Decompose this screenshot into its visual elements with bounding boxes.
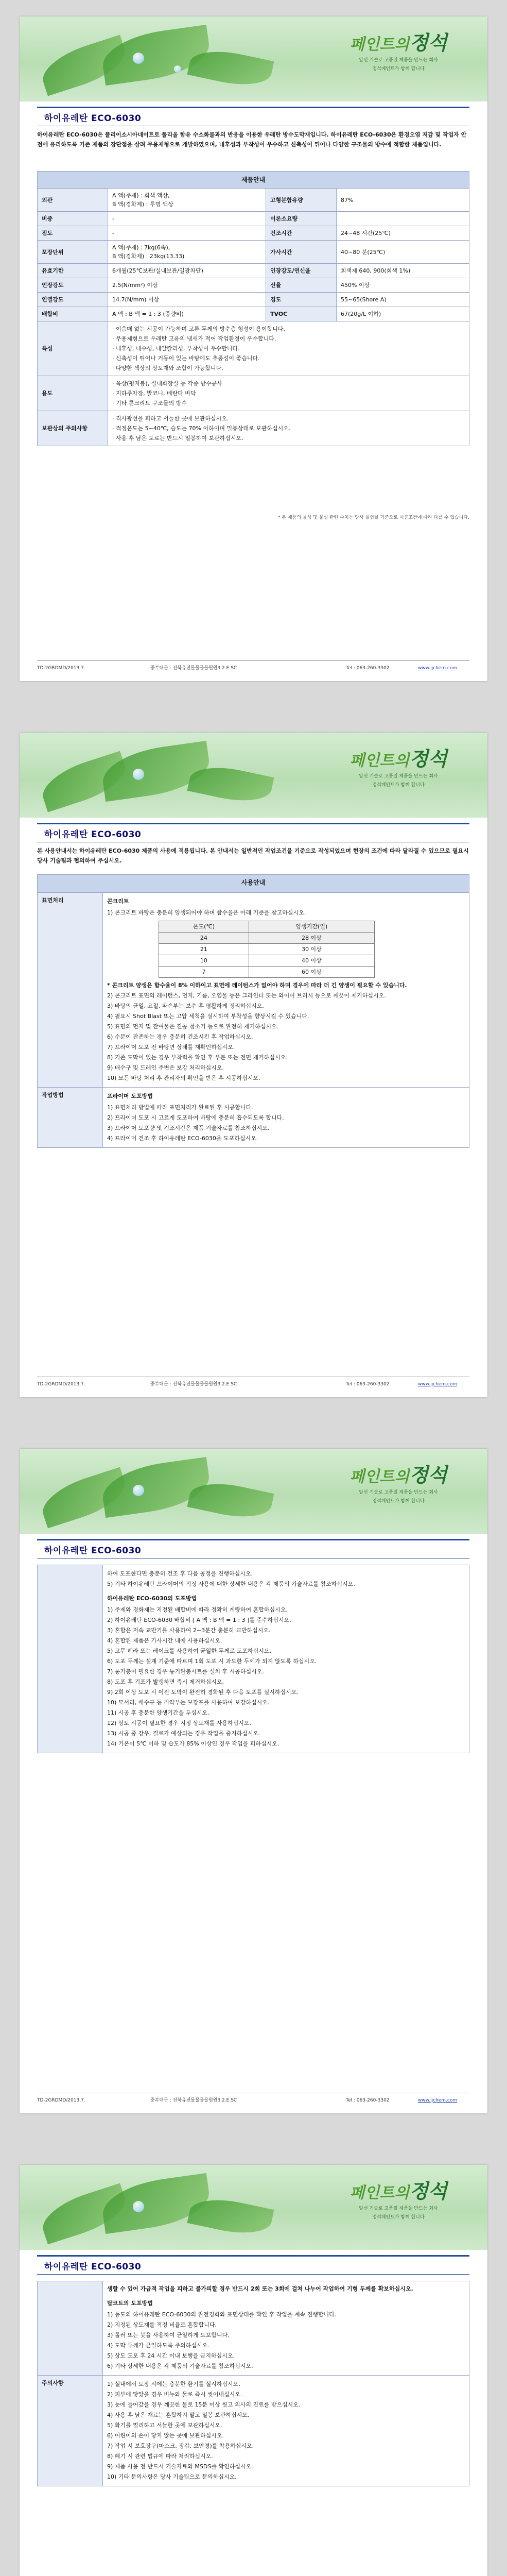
spec-value: A 액(주제) : 7kg(6속), B 액(경화제) : 23kg(13.33) [108,241,266,264]
document-title: 하이유레탄 ECO-6030 [44,113,142,124]
header-banner [20,16,487,101]
website-link[interactable]: www.jjchem.com [418,666,458,671]
brand-logo: 페인트의정석 앞선 기술로 고품질 제품을 만드는 회사 정석페인트가 함께 합니다 [349,747,447,788]
list-item: 4) 혼합된 제품은 가사시간 내에 사용하십시오. [107,1637,222,1644]
list-item: 8) 폐기 시 관련 법규에 따라 처리하십시오. [107,2453,213,2460]
list-item: 1) 표면처리 방법에 따라 표면처리가 완료된 후 시공합니다. [107,1104,253,1111]
product-intro: 하이유레탄 ECO-6030은 폴리이소시아네이트로 폴리올 함유 수소화물과의 반응을 이용한 우레탄 방수도막재입니다. 하이유레탄 ECO-6030은 환경오염 저감 및 작업자 안전에 유리하도록 기존 제품의 장단점을 살려 무용제형으로 개발하였으며, 내후성과 부착성이 우수하고 신축성이 뛰어나 다양한 구조물의 방수에 적합한 제품입니다. [37,131,467,148]
list-item: 2) 프라이머 도포 시 고르게 도포하여 바탕에 충분히 흡수되도록 합니다. [107,1114,284,1121]
list-item: · 이음매 없는 시공이 가능하며 고른 두께의 방수층 형성이 용이합니다. [112,326,285,332]
caution-list [107,2380,465,2482]
list-item: 2) 피부에 닿았을 경우 비누와 물로 즉시 씻어내십시오. [107,2391,242,2398]
list-item: 7) 작업 시 보호장구(마스크, 장갑, 보안경)를 착용하십시오. [107,2443,254,2449]
list-item: · 무용제형으로 우레탄 고유의 냄새가 적어 작업환경이 우수합니다. [112,335,276,342]
list-item: 12) 상도 시공이 필요한 경우 지정 상도재를 사용하십시오. [107,1720,252,1726]
list-item: · 내후성, 내수성, 내알칼리성, 부착성이 우수합니다. [112,345,240,352]
list-item: 5) 기타 하이유레탄 프라이머의 적정 사용에 대한 상세한 내용은 각 제품의 기술자료를 참조하십시오. [107,1581,355,1587]
list-item: 1) 동도의 하이유레탄 ECO-6030의 완전경화와 표면상태를 확인 후 작업을 계속 진행합니다. [107,2311,337,2318]
spec-value: 67(20g/L 이하) [337,307,469,321]
page-footer: TD-2GRDMD/2013.7. 중부대문 : 전북유전물물물물원원3.2.E.SC Tel : 063-260-3302 www.jjchem.com [37,2093,469,2103]
header-banner [20,733,487,818]
list-item: 4) 사용 후 남은 재료는 혼합하지 말고 밀봉 보관하십시오. [107,2412,250,2418]
table-row: 10 40 이상 [159,955,375,967]
spec-row [38,212,469,226]
topcoat-list [107,2310,465,2371]
document-title-bar [37,823,469,842]
spec-row [38,264,469,278]
spec-label: 비중 [38,212,108,226]
list-item: 9) 2회 이상 도포 시 이전 도막이 완전히 경화된 후 다음 도포를 실시하십시오. [107,1689,299,1696]
document-title: 하이유레탄 ECO-6030 [44,1546,142,1556]
list-item: 3) 바탕의 균열, 요철, 파손부는 보수 후 평활하게 정리하십시오. [107,1003,264,1009]
list-item: 9) 배수구 및 드레인 주변은 보강 처리하십시오. [107,1064,224,1071]
work-method-list [107,1103,465,1143]
storage-list [108,411,469,446]
list-item: 7) 통기층이 필요한 경우 통기완충시트를 설치 후 시공하십시오. [107,1668,264,1675]
spec-value: 2.5(N/mm²) 이상 [108,278,266,293]
list-item: 10) 기타 문의사항은 당사 기술팀으로 문의하십시오. [107,2473,237,2480]
usage-intro: 본 사용안내서는 하이유레탄 ECO-6030 제품의 사용에 적용됩니다. 본 안내서는 일반적인 작업조건을 기준으로 작성되었으며 현장의 조건에 따라 달라질 수 있으므로 필요시 당사 기술팀과 협의하여 주십시오. [37,848,469,864]
spec-value: 55~65(Shore A) [337,293,469,307]
list-item: 6) 어린이의 손이 닿지 않는 곳에 보관하십시오. [107,2432,224,2439]
header-banner [20,2165,487,2250]
list-item: · 적정온도는 5~40℃, 습도는 70% 이하이며 밀봉상태로 보관하십시오. [112,425,291,432]
spec-label: 포장단위 [38,241,108,264]
spec-label: 가사시간 [266,241,337,264]
spec-label: 배합비 [38,307,108,321]
list-item: 11) 시공 후 충분한 양생기간을 두십시오. [107,1709,209,1716]
list-item: 2) 하이유레탄 ECO-6030 배합비 [ A 액 : B 액 = 1 : 3 ]를 준수하십시오. [107,1617,291,1623]
document-title-bar [37,2255,469,2275]
list-item: 4) 필요시 Shot Blast 또는 고압 세척을 실시하여 부착성을 향상시킬 수 있습니다. [107,1013,309,1020]
spec-label: 신율 [266,278,337,293]
document-title-bar [37,107,469,126]
spec-value: A 액(주제) : 회색 액상, B 액(경화제) : 투명 액상 [108,189,266,212]
brand-logo: 페인트의정석 앞선 기술로 고품질 제품을 만드는 회사 정석페인트가 함께 합니다 [349,1463,447,1504]
table-row: 21 30 이상 [159,944,375,955]
spec-label: 이론소요량 [266,212,337,226]
list-item: 9) 제품 사용 전 반드시 기술자료와 MSDS를 확인하십시오. [107,2463,253,2470]
list-item: 5) 표면의 먼지 및 잔여물은 진공 청소기 등으로 완전히 제거하십시오. [107,1023,279,1030]
list-item: 10) 모서리, 배수구 등 취약부는 보강포를 사용하여 보강하십시오. [107,1699,270,1706]
spec-label: 인장강도 [38,278,108,293]
list-item: 6) 도포 두께는 설계 기준에 따르며 1회 도포 시 과도한 두께가 되지 않도록 하십시오. [107,1658,317,1665]
spec-value: 24~48 시간(25℃) [337,226,469,241]
spec-row [38,226,469,241]
page-footer: TD-2GRDMD/2013.7. 중부대문 : 전북유전물물물물원원3.2.E.SC Tel : 063-260-3302 www.jjchem.com [37,1377,469,1387]
list-item: · 지하주차장, 발코니, 베란다 바닥 [112,390,196,397]
list-item: 3) 롤러 또는 붓을 사용하여 균일하게 도포합니다. [107,2332,230,2338]
document-page-1 [20,16,487,681]
spec-label: 유효기한 [38,264,108,278]
list-item: 하여 도포한다면 충분히 건조 후 다음 공정을 진행하십시오. [107,1570,253,1577]
document-title-bar [37,1539,469,1558]
usage-table-final: 생할 수 있어 가급적 작업을 피하고 불가피할 경우 반드시 2회 또는 3회에 걸쳐 나누어 작업하여 기형 두께를 확보하십시오. 탑코트의 도포방법 1) 동도의 하이유레탄 ECO-6030의 완전경화와 표면상태를 확인 후 작업을 계속 진행합니다. 2) 지정된 상도재를 적정 비율로 혼합합니다. 3) 롤러 또는 붓을 사용하여 균일하게 도포합니다. 4) 도막 두께가 균일하도록 주의하십시오. 5) 상도 도포 후 24 시간 이내 보행을 금지하십시오. 6) 기타 상세한 내용은 각 제품의 기술자료를 참조하십시오. 주의사항 1) 실내에서 도장 시에는 충분한 환기를 실시하십시오. 2) 피부에 닿았을 경우 비누와 물로 즉시 씻어내십시오. 3) 눈에 들어갔을 경우 깨끗한 물로 15분 이상 씻고 의사의 진료를 받으십시오. 4) 사용 후 남은 재료는 혼합하지 말고 밀봉 보관하십시오. 5) 화기를 멀리하고 서늘한 곳에 보관하십시오. 6) 어린이의 손이 닿지 않는 곳에 보관하십시오. 7) 작업 시 보호장구(마스크, 장갑, 보안경)를 착용하십시오. 8) 폐기 시 관련 법규에 따라 처리하십시오. 9) 제품 사용 전 반드시 기술자료와 MSDS를 확인하십시오. 10) 기타 문의사항은 당사 기술팀으로 문의하십시오. [37,2281,469,2486]
list-item: 4) 프라이머 건조 후 하이유레탄 ECO-6030을 도포하십시오. [107,1135,258,1142]
header-banner [20,1449,487,1534]
surface-prep-list [107,991,465,1083]
spec-row [38,278,469,293]
work-method-section: 프라이머 도포방법 1) 표면처리 방법에 따라 표면처리가 완료된 후 시공합니다. 2) 프라이머 도포 시 고르게 도포하여 바탕에 충분히 흡수되도록 합니다. 3) 프라이머 도포량 및 건조시간은 제품 기술자료를 참조하십시오. 4) 프라이머 건조 후 하이유레탄 ECO-6030을 도포하십시오. [103,1088,469,1148]
list-item: 7) 프라이머 도포 전 바탕면 상태를 재확인하십시오. [107,1044,235,1050]
features-list [108,321,469,376]
spec-label: 건조시간 [266,226,337,241]
uses-list [108,376,469,411]
spec-row [38,293,469,307]
list-item: 2) 콘크리트 표면의 레이턴스, 먼지, 기름, 오염물 등은 그라인더 또는 와이어 브러시 등으로 깨끗이 제거하십시오. [107,992,386,999]
document-page-2 [20,733,487,1397]
list-item: · 직사광선을 피하고 서늘한 곳에 보관하십시오. [112,415,229,422]
list-item: · 신축성이 뛰어나 거동이 있는 바탕에도 추종성이 좋습니다. [112,355,260,362]
spec-value: 450% 이상 [337,278,469,293]
list-item: 5) 화기를 멀리하고 서늘한 곳에 보관하십시오. [107,2422,222,2429]
document-page-3 [20,1449,487,2113]
usage-table-continued: 하여 도포한다면 충분히 건조 후 다음 공정을 진행하십시오. 5) 기타 하이유레탄 프라이머의 적정 사용에 대한 상세한 내용은 각 제품의 기술자료를 참조하십시오. 하이유레탄 ECO-6030의 도포방법 1) 주제와 경화제는 지정된 배합비에 따라 정확히 계량하여 혼합하십시오. 2) 하이유레탄 ECO-6030 배합비 [ A 액 : B 액 = 1 : 3 ]를 준수하십시오. 3) 혼합은 저속 교반기를 사용하여 2~3분간 충분히 교반하십시오. 4) 혼합된 제품은 가사시간 내에 사용하십시오. 5) 고무 헤라 또는 레이크를 사용하여 균일한 두께로 도포하십시오. 6) 도포 두께는 설계 기준에 따르며 1회 도포 시 과도한 두께가 되지 않도록 하십시오. 7) 통기층이 필요한 경우 통기완충시트를 설치 후 시공하십시오. 8) 도포 후 기포가 발생하면 즉시 제거하십시오. 9) 2회 이상 도포 시 이전 도막이 완전히 경화된 후 다음 도포를 실시하십시오. 10) 모서리, 배수구 등 취약부는 보강포를 사용하여 보강하십시오. 11) 시공 후 충분한 양생기간을 두십시오. 12) 상도 시공이 필요한 경우 지정 상도재를 사용하십시오. 13) 시공 중 강우, 결로가 예상되는 경우 작업을 중지하십시오. 14) 기온이 5℃ 이하 및 습도가 85% 이상인 경우 작업을 피하십시오. [37,1565,469,1753]
surface-prep-section: 콘크리트 1) 콘크리트 바탕은 충분히 양생되어야 하며 함수율은 아래 기준을 참고하십시오. 온도(℃) 양생기간(일) 24 28 이상 21 30 이상 10 40 이상 7 60 이상 * 콘크리트 양생은 함수율이 8% 이하이고 표면에 레이턴스가 없어야 하며 경우에 따라 더 긴 양생이 필요할 수 있습니다. 2) 콘크리트 표면의 레이턴스, 먼지, 기름, 오염물 등은 그라인더 또는 와이어 브러시 등으로 깨끗이 제거하십시오. 3) 바탕의 균열, 요철, 파손부는 보수 후 평활하게 정리하십시오. 4) 필요시 Shot Blast 또는 고압 세척을 실시하여 부착성을 향상시킬 수 있습니다. 5) 표면의 먼지 및 잔여물은 진공 청소기 등으로 완전히 제거하십시오. 6) 수분이 잔존하는 경우 충분히 건조시킨 후 작업하십시오. 7) 프라이머 도포 전 바탕면 상태를 재확인하십시오. 8) 기존 도막이 있는 경우 부착력을 확인 후 부분 또는 전면 제거하십시오. 9) 배수구 및 드레인 주변은 보강 처리하십시오. 10) 모든 바탕 처리 후 관리자의 확인을 받은 후 시공하십시오. [103,893,469,1088]
list-item: 8) 도포 후 기포가 발생하면 즉시 제거하십시오. [107,1679,224,1685]
table-row: 7 60 이상 [159,967,375,978]
list-item: · 옥상(평지붕), 실내화장실 등 각종 방수공사 [112,380,222,387]
spec-row [38,241,469,264]
brand-logo: 페인트의정석 앞선 기술로 고품질 제품을 만드는 회사 정석페인트가 함께 합니다 [349,2179,447,2220]
spec-row [38,307,469,321]
list-item: · 사용 후 남은 도료는 반드시 밀봉하여 보관하십시오. [112,435,243,442]
brand-logo: 페인트의정석 앞선 기술로 고품질 제품을 만드는 회사 정석페인트가 함께 합니다 [349,31,447,72]
spec-label: TVOC [266,307,337,321]
usage-table: 사용안내 표면처리 콘크리트 1) 콘크리트 바탕은 충분히 양생되어야 하며 함수율은 아래 기준을 참고하십시오. 온도(℃) 양생기간(일) 24 28 이상 21 30 이상 10 40 이상 7 60 이상 * 콘크리트 양생은 함수율이 8% 이하이고 표면에 레이턴스가 없어야 하며 경우에 따라 더 긴 양생이 필요할 수 있습니다. 2) 콘크리트 표면의 레이턴스, 먼지, 기름, 오염물 등은 그라인더 또는 와이어 브러시 등으로 깨끗이 제거하십시오. 3) 바탕의 균열, 요철, 파손부는 보수 후 평활하게 정리하십시오. 4) 필요시 Shot Blast 또는 고압 세척을 실시하여 부착성을 향상시킬 수 있습니다. 5) 표면의 먼지 및 잔여물은 진공 청소기 등으로 완전히 제거하십시오. 6) 수분이 잔존하는 경우 충분히 건조시킨 후 작업하십시오. 7) 프라이머 도포 전 바탕면 상태를 재확인하십시오. 8) 기존 도막이 있는 경우 부착력을 확인 후 부분 또는 전면 제거하십시오. 9) 배수구 및 드레인 주변은 보강 처리하십시오. 10) 모든 바탕 처리 후 관리자의 확인을 받은 후 시공하십시오. 작업방법 프라이머 도포방법 1) 표면처리 방법에 따라 표면처리가 완료된 후 시공합니다. 2) 프라이머 도포 시 고르게 도포하여 바탕에 충분히 흡수되도록 합니다. 3) 프라이머 도포량 및 건조시간은 제품 기술자료를 참조하십시오. 4) 프라이머 건조 후 하이유레탄 ECO-6030을 도포하십시오. [37,874,469,1148]
list-item: 5) 상도 도포 후 24 시간 이내 보행을 금지하십시오. [107,2352,235,2359]
spec-value: - [108,226,266,241]
list-item: 10) 모든 바탕 처리 후 관리자의 확인을 받은 후 시공하십시오. [107,1075,260,1081]
list-item: 1) 실내에서 도장 시에는 충분한 환기를 실시하십시오. [107,2381,240,2387]
spec-row [38,189,469,212]
spec-value: 40~80 분(25℃) [337,241,469,264]
spec-label: 인장강도/연신율 [266,264,337,278]
list-item: 14) 기온이 5℃ 이하 및 습도가 85% 이상인 경우 작업을 피하십시오. [107,1740,279,1747]
list-item: 6) 수분이 잔존하는 경우 충분히 건조시킨 후 작업하십시오. [107,1033,253,1040]
product-info-table: 제품안내 외관 A 액(주제) : 회색 액상, B 액(경화제) : 투명 액상 고형분함유량 87% 비중 - 이론소요량 점도 - 건조시간 24~48 시간(25℃) 포장단위 A 액(주제) : 7kg(6속), B 액(경화제) : 23kg(13.33) 가사시간 40~80 분(25℃) 유효기한 6개월(25℃보관/실내보관/일광차단) 인장강도/연신율 회색제 640, 900(회색 1%) 인장강도 2.5(N/mm²) 이상 신율 450% 이상 인열강도 14.7(N/mm) 이상 경도 55~65(Shore A) 배합비 A 액 : B 액 = 1 : 3 (중량비) TVOC 67(20g/L 이하) 특성 · 이음매 없는 시공이 가능하며 고른 두께의 방수층 형성이 용이합니다. · 무용제형으로 우레탄 고유의 냄새가 적어 작업환경이 우수합니다. · 내후성, 내수성, 내알칼리성, 부착성이 우수합니다. · 신축성이 뛰어나 거동이 있는 바탕에도 추종성이 좋습니다. · 다양한 색상의 상도재와 조합이 가능합니다. 용도 · 옥상(평지붕), 실내화장실 등 각종 방수공사 · 지하주차장, 발코니, 베란다 바닥 · 기타 콘크리트 구조물의 방수 보관상의 주의사항 · 직사광선을 피하고 서늘한 곳에 보관하십시오. · 적정온도는 5~40℃, 습도는 70% 이하이며 밀봉상태로 보관하십시오. · 사용 후 남은 도료는 반드시 밀봉하여 보관하십시오. [37,171,469,446]
document-title: 하이유레탄 ECO-6030 [44,2262,142,2272]
list-item: 4) 도막 두께가 균일하도록 주의하십시오. [107,2342,209,2349]
page-footer: TD-2GRDMD/2013.7. 중부대문 : 전북유전물물물물원원3.2.E.SC Tel : 063-260-3302 www.jjchem.com [37,660,469,671]
list-item: 3) 프라이머 도포량 및 건조시간은 제품 기술자료를 참조하십시오. [107,1125,270,1131]
list-item: 5) 고무 헤라 또는 레이크를 사용하여 균일한 두께로 도포하십시오. [107,1648,272,1654]
document-title: 하이유레탄 ECO-6030 [44,829,142,840]
spec-label: 인열강도 [38,293,108,307]
table-row: 24 28 이상 [159,933,375,944]
list-item: · 기타 콘크리트 구조물의 방수 [112,400,187,406]
table-note: * 본 제품의 물성 및 물성 관련 수치는 당사 실험실 기준으로 시공조건에 따라 다를 수 있습니다. [278,515,469,520]
spec-label: 고형분함유량 [266,189,337,212]
list-item: · 다양한 색상의 상도재와 조합이 가능합니다. [112,365,223,371]
list-item: 3) 눈에 들어갔을 경우 깨끗한 물로 15분 이상 씻고 의사의 진료를 받으십시오. [107,2401,301,2408]
curing-temp-table: 온도(℃) 양생기간(일) 24 28 이상 21 30 이상 10 40 이상 7 60 이상 [159,921,375,978]
list-item: 1) 주제와 경화제는 지정된 배합비에 따라 정확히 계량하여 혼합하십시오. [107,1606,288,1613]
spec-value: - [108,212,266,226]
document-page-4 [20,2165,487,2576]
spec-value [337,212,469,226]
list-item: 6) 기타 상세한 내용은 각 제품의 기술자료를 참조하십시오. [107,2363,253,2369]
list-item: 13) 시공 중 강우, 결로가 예상되는 경우 작업을 중지하십시오. [107,1730,260,1737]
list-item: 2) 지정된 상도재를 적정 비율로 혼합합니다. [107,2321,217,2328]
website-link[interactable]: www.jjchem.com [418,1382,458,1387]
spec-label: 점도 [38,226,108,241]
spec-value: 14.7(N/mm) 이상 [108,293,266,307]
spec-value: 6개월(25℃보관/실내보관/일광차단) [108,264,266,278]
list-item: 8) 기존 도막이 있는 경우 부착력을 확인 후 부분 또는 전면 제거하십시오. [107,1054,288,1061]
spec-label: 경도 [266,293,337,307]
spec-label: 외관 [38,189,108,212]
spec-value: 회색제 640, 900(회색 1%) [337,264,469,278]
list-item: 3) 혼합은 저속 교반기를 사용하여 2~3분간 충분히 교반하십시오. [107,1627,271,1634]
website-link[interactable]: www.jjchem.com [418,2098,458,2103]
spec-value: 87% [337,189,469,212]
spec-value: A 액 : B 액 = 1 : 3 (중량비) [108,307,266,321]
